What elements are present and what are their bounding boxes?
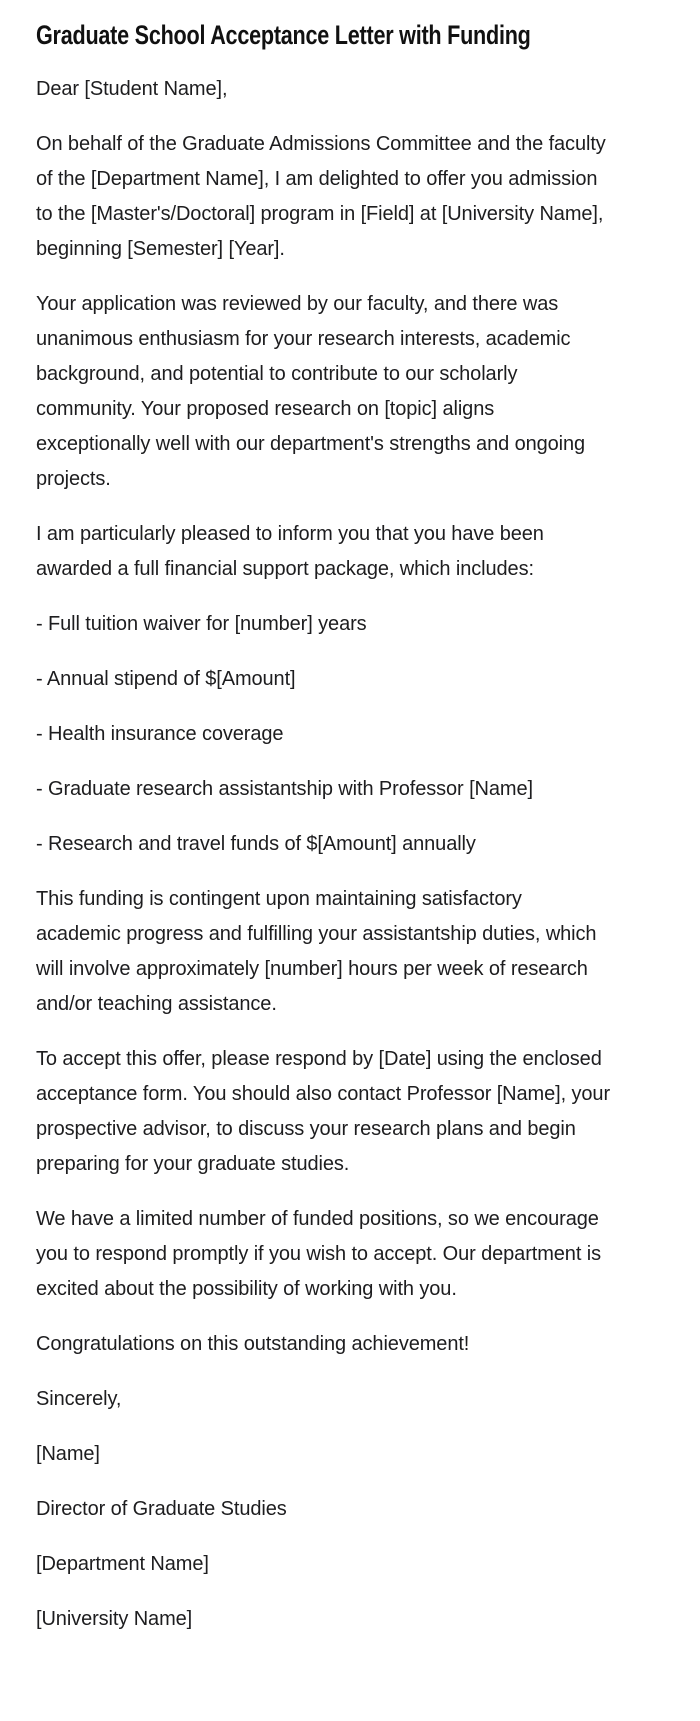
paragraph-funding-intro: I am particularly pleased to inform you that you have been awarded a full financial support package, which includes: — [36, 523, 544, 580]
salutation: Dear [Student Name], — [36, 78, 228, 100]
funding-item-travel-funds: - Research and travel funds of $[Amount] annually — [36, 833, 476, 855]
paragraph-conditions: This funding is contingent upon maintaining satisfactory academic progress and fulfilling your assistantship duties, which will involve approximately [number] hours per week of research and/or teaching assistance. — [36, 888, 597, 1015]
document-title: Graduate School Acceptance Letter with Funding — [36, 20, 531, 50]
signature-university: [University Name] — [36, 1608, 193, 1630]
funding-item-stipend: - Annual stipend of $[Amount] — [36, 668, 296, 690]
funding-item-assistantship: - Graduate research assistantship with Professor [Name] — [36, 778, 533, 800]
signature-name: [Name] — [36, 1443, 100, 1465]
paragraph-acceptance-instructions: To accept this offer, please respond by [Date] using the enclosed acceptance form. You should also contact Professor [Name], your prospective advisor, to discuss your research plans and begin preparing for your graduate studies. — [36, 1048, 611, 1175]
funding-item-insurance: - Health insurance coverage — [36, 723, 284, 745]
signature-department: [Department Name] — [36, 1553, 209, 1575]
paragraph-offer: On behalf of the Graduate Admissions Committee and the faculty of the [Department Name], I am delighted to offer you admission to the [Master's/Doctoral] program in [Field] at [University Name], beginning [Semester] [Year]. — [36, 133, 606, 260]
paragraph-congratulations: Congratulations on this outstanding achievement! — [36, 1333, 470, 1355]
paragraph-urgency: We have a limited number of funded positions, so we encourage you to respond promptly if you wish to accept. Our department is excited about the possibility of working with you. — [36, 1208, 601, 1300]
signature-closing: Sincerely, — [36, 1388, 122, 1410]
paragraph-review: Your application was reviewed by our faculty, and there was unanimous enthusiasm for your research interests, academic background, and potential to contribute to our scholarly community. Your proposed research on [topic] aligns exceptionally well with our department's strengths and ongoing projects. — [36, 293, 586, 490]
signature-title: Director of Graduate Studies — [36, 1498, 287, 1520]
funding-item-tuition: - Full tuition waiver for [number] years — [36, 613, 367, 635]
